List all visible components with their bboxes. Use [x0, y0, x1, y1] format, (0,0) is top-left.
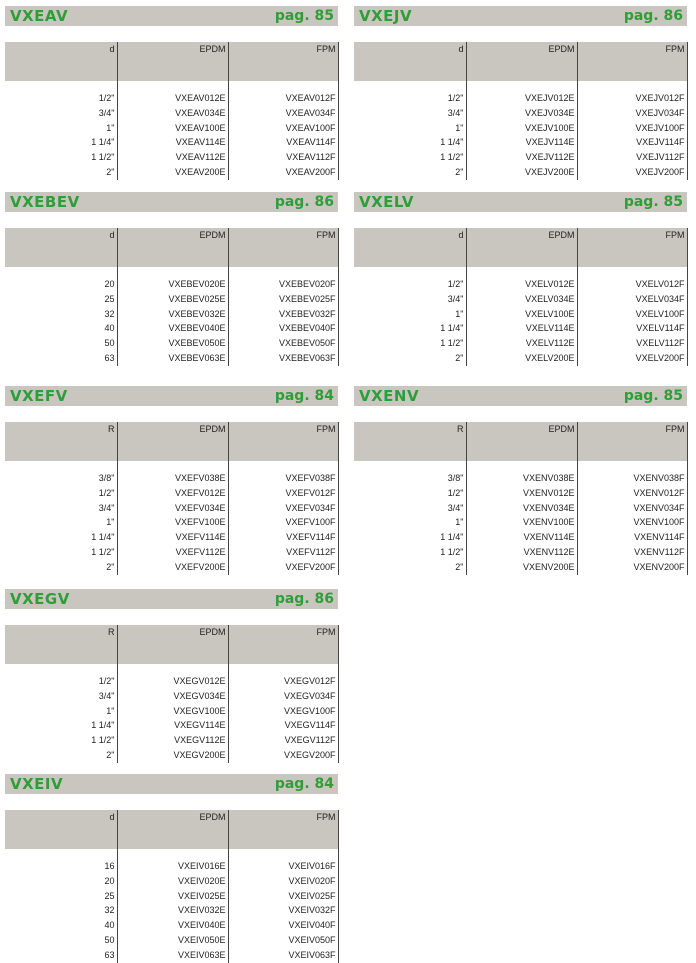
- table-header-row: [5, 625, 338, 664]
- fpm-code-cell: VXEFV112F: [228, 545, 338, 560]
- size-cell: 1": [354, 515, 466, 530]
- col-header-epdm: EPDM: [466, 422, 577, 461]
- table-row: [5, 471, 338, 486]
- spec-table: [5, 422, 339, 575]
- fpm-code-cell: VXEJV200F: [577, 165, 687, 180]
- fpm-code-cell: VXEGV100F: [228, 704, 338, 719]
- col-header-fpm: FPM: [228, 625, 338, 664]
- epdm-code-cell: VXENV114E: [523, 532, 575, 543]
- fpm-code-cell: VXEBEV025F: [228, 292, 338, 307]
- table-row: [5, 135, 338, 150]
- epdm-code-cell: VXEGV100E: [173, 705, 226, 716]
- fpm-code-cell: VXEBEV050F: [228, 336, 338, 351]
- table-row: [5, 733, 338, 748]
- fpm-code-cell: VXEGV112F: [228, 733, 338, 748]
- size-cell: 1/2": [5, 91, 117, 106]
- table-row: [5, 530, 338, 545]
- fpm-code-cell: VXENV112F: [577, 545, 687, 560]
- col-header-size: d: [5, 42, 117, 81]
- size-cell: 1/2": [5, 674, 117, 689]
- epdm-code-cell: VXELV114E: [525, 323, 575, 334]
- size-cell: 3/4": [5, 501, 117, 516]
- size-cell: 25: [5, 292, 117, 307]
- product-code-title: VXELV: [359, 193, 415, 211]
- block-vxebev: [5, 192, 338, 366]
- fpm-code-cell: VXEGV012F: [228, 674, 338, 689]
- epdm-code-cell: VXEAV012E: [175, 93, 226, 103]
- table-row: [5, 704, 338, 719]
- epdm-code-cell: VXEFV034E: [174, 502, 226, 513]
- fpm-code-cell: VXELV034F: [577, 292, 687, 307]
- size-cell: 3/4": [5, 689, 117, 704]
- page-reference: pag. 85: [623, 194, 683, 210]
- fpm-code-cell: VXEGV200F: [228, 748, 338, 763]
- table-row: [5, 889, 338, 904]
- fpm-code-cell: VXEIV032F: [228, 903, 338, 918]
- table-row: [354, 307, 687, 322]
- epdm-code-cell: VXEFV112E: [175, 546, 226, 557]
- size-cell: 1 1/2": [354, 150, 466, 165]
- table-row: [354, 277, 687, 292]
- size-cell: 1 1/4": [5, 135, 117, 150]
- epdm-code-cell: VXENV112E: [523, 546, 575, 557]
- table-header-row: [354, 42, 687, 81]
- table-row: [5, 336, 338, 351]
- size-cell: 1": [5, 121, 117, 136]
- table-header-row: [5, 422, 338, 461]
- block-vxeiv: [5, 774, 338, 963]
- epdm-code-cell: VXEJV100E: [524, 122, 575, 133]
- epdm-code-cell: VXEFV200E: [174, 561, 226, 572]
- fpm-code-cell: VXEJV100F: [577, 121, 687, 136]
- size-cell: 40: [5, 321, 117, 336]
- size-cell: 25: [5, 889, 117, 904]
- table-header-row: [354, 228, 687, 267]
- epdm-code-cell: VXEGV034E: [173, 690, 226, 701]
- fpm-code-cell: VXENV034F: [577, 501, 687, 516]
- size-cell: 3/4": [354, 106, 466, 121]
- block-vxejv: [354, 6, 687, 180]
- epdm-code-cell: VXEBEV020E: [168, 279, 226, 289]
- table-row: [5, 560, 338, 575]
- size-cell: 32: [5, 307, 117, 322]
- col-header-epdm: EPDM: [466, 228, 577, 267]
- col-header-size: d: [354, 228, 466, 267]
- size-cell: 2": [354, 165, 466, 180]
- size-cell: 1 1/2": [5, 150, 117, 165]
- epdm-code-cell: VXELV012E: [525, 279, 575, 289]
- table-row: [5, 307, 338, 322]
- fpm-code-cell: VXEBEV020F: [228, 277, 338, 292]
- epdm-code-cell: VXEGV200E: [173, 749, 226, 760]
- product-code-title: VXEJV: [359, 7, 413, 25]
- table-row: [5, 859, 338, 874]
- fpm-code-cell: VXEFV114F: [228, 530, 338, 545]
- table-row: [354, 321, 687, 336]
- col-header-epdm: EPDM: [117, 422, 228, 461]
- table-row: [354, 165, 687, 180]
- page-reference: pag. 86: [274, 591, 334, 607]
- fpm-code-cell: VXEBEV032F: [228, 307, 338, 322]
- size-cell: 3/4": [354, 292, 466, 307]
- table-row: [5, 674, 338, 689]
- size-cell: 2": [354, 560, 466, 575]
- size-cell: 1/2": [354, 486, 466, 501]
- epdm-code-cell: VXENV200E: [522, 561, 575, 572]
- epdm-code-cell: VXEBEV040E: [168, 323, 226, 334]
- col-header-size: d: [5, 810, 117, 849]
- section-header: [354, 386, 687, 406]
- table-row: [5, 501, 338, 516]
- col-header-epdm: EPDM: [117, 625, 228, 664]
- spec-table: [5, 42, 339, 180]
- table-row: [354, 292, 687, 307]
- fpm-code-cell: VXELV112F: [577, 336, 687, 351]
- table-header-row: [5, 42, 338, 81]
- table-row: [5, 91, 338, 106]
- epdm-code-cell: VXEFV100E: [174, 517, 226, 528]
- epdm-code-cell: VXEIV016E: [177, 861, 226, 871]
- size-cell: 2": [5, 165, 117, 180]
- table-row: [354, 91, 687, 106]
- table-row: [354, 121, 687, 136]
- table-row: [5, 292, 338, 307]
- table-row: [5, 689, 338, 704]
- fpm-code-cell: VXEGV114F: [228, 718, 338, 733]
- epdm-code-cell: VXEIV032E: [177, 905, 226, 916]
- size-cell: 1": [354, 121, 466, 136]
- epdm-code-cell: VXEJV012E: [524, 93, 575, 103]
- epdm-code-cell: VXEJV034E: [524, 107, 575, 118]
- size-cell: 1 1/2": [5, 545, 117, 560]
- fpm-code-cell: VXEAV112F: [228, 150, 338, 165]
- table-row: [354, 135, 687, 150]
- spec-table: [354, 42, 688, 180]
- page-reference: pag. 85: [623, 388, 683, 404]
- fpm-code-cell: VXEJV114F: [577, 135, 687, 150]
- size-cell: 1": [354, 307, 466, 322]
- size-cell: 2": [5, 748, 117, 763]
- fpm-code-cell: VXEIV016F: [228, 859, 338, 874]
- table-row: [5, 948, 338, 963]
- fpm-code-cell: VXENV114F: [577, 530, 687, 545]
- col-header-fpm: FPM: [577, 422, 687, 461]
- size-cell: 3/4": [354, 501, 466, 516]
- table-row: [354, 486, 687, 501]
- epdm-code-cell: VXEAV112E: [175, 152, 226, 163]
- size-cell: 1/2": [354, 277, 466, 292]
- table-row: [5, 903, 338, 918]
- fpm-code-cell: VXEAV114F: [228, 135, 338, 150]
- page-reference: pag. 86: [623, 8, 683, 24]
- size-cell: 3/4": [5, 106, 117, 121]
- table-row: [5, 545, 338, 560]
- col-header-epdm: EPDM: [466, 42, 577, 81]
- fpm-code-cell: VXELV114F: [577, 321, 687, 336]
- section-header: [5, 192, 338, 212]
- block-vxegv: [5, 589, 338, 763]
- table-header-row: [354, 422, 687, 461]
- epdm-code-cell: VXEIV040E: [177, 920, 226, 931]
- fpm-code-cell: VXELV200F: [577, 351, 687, 366]
- table-row: [5, 918, 338, 933]
- epdm-code-cell: VXENV038E: [522, 473, 575, 483]
- spec-table: [354, 228, 688, 366]
- epdm-code-cell: VXEGV012E: [173, 676, 226, 686]
- table-row: [354, 471, 687, 486]
- spec-table: [5, 228, 339, 366]
- col-header-size: R: [354, 422, 466, 461]
- size-cell: 1": [5, 515, 117, 530]
- size-cell: 1 1/2": [5, 733, 117, 748]
- epdm-code-cell: VXEAV100E: [175, 122, 226, 133]
- fpm-code-cell: VXEAV034F: [228, 106, 338, 121]
- size-cell: 50: [5, 933, 117, 948]
- size-cell: 1/2": [354, 91, 466, 106]
- product-code-title: VXEGV: [10, 590, 70, 608]
- epdm-code-cell: VXEJV112E: [525, 152, 575, 163]
- size-cell: 1 1/4": [354, 321, 466, 336]
- table-row: [354, 515, 687, 530]
- table-row: [354, 560, 687, 575]
- table-row: [354, 351, 687, 366]
- fpm-code-cell: VXEFV100F: [228, 515, 338, 530]
- product-code-title: VXEAV: [10, 7, 69, 25]
- block-vxelv: [354, 192, 687, 366]
- epdm-code-cell: VXEAV200E: [175, 166, 226, 177]
- section-header: [5, 386, 338, 406]
- epdm-code-cell: VXEBEV063E: [168, 352, 226, 363]
- epdm-code-cell: VXEIV020E: [177, 875, 226, 886]
- table-row: [354, 106, 687, 121]
- epdm-code-cell: VXENV012E: [522, 487, 575, 498]
- fpm-code-cell: VXEAV012F: [228, 91, 338, 106]
- size-cell: 63: [5, 351, 117, 366]
- col-header-fpm: FPM: [228, 228, 338, 267]
- col-header-fpm: FPM: [228, 422, 338, 461]
- fpm-code-cell: VXEBEV040F: [228, 321, 338, 336]
- size-cell: 1 1/4": [5, 718, 117, 733]
- fpm-code-cell: VXEFV012F: [228, 486, 338, 501]
- section-header: [5, 774, 338, 794]
- epdm-code-cell: VXEIV063E: [177, 949, 226, 960]
- fpm-code-cell: VXEIV040F: [228, 918, 338, 933]
- table-header-row: [5, 228, 338, 267]
- table-row: [5, 150, 338, 165]
- fpm-code-cell: VXEJV112F: [577, 150, 687, 165]
- page-reference: pag. 84: [274, 388, 334, 404]
- fpm-code-cell: VXEJV034F: [577, 106, 687, 121]
- fpm-code-cell: VXEIV063F: [228, 948, 338, 963]
- table-header-row: [5, 810, 338, 849]
- table-row: [354, 530, 687, 545]
- size-cell: 40: [5, 918, 117, 933]
- col-header-epdm: EPDM: [117, 810, 228, 849]
- table-row: [5, 321, 338, 336]
- size-cell: 2": [354, 351, 466, 366]
- block-vxefv: [5, 386, 338, 575]
- table-row: [354, 545, 687, 560]
- fpm-code-cell: VXEIV025F: [228, 889, 338, 904]
- epdm-code-cell: VXEFV012E: [174, 487, 226, 498]
- col-header-size: R: [5, 422, 117, 461]
- size-cell: 1 1/2": [354, 545, 466, 560]
- section-header: [354, 192, 687, 212]
- size-cell: 1/2": [5, 486, 117, 501]
- size-cell: 50: [5, 336, 117, 351]
- epdm-code-cell: VXEGV112E: [174, 735, 226, 746]
- table-row: [5, 277, 338, 292]
- fpm-code-cell: VXENV038F: [577, 471, 687, 486]
- size-cell: 3/8": [5, 471, 117, 486]
- product-code-title: VXENV: [359, 387, 420, 405]
- col-header-size: d: [5, 228, 117, 267]
- epdm-code-cell: VXEFV114E: [175, 532, 226, 543]
- epdm-code-cell: VXELV112E: [525, 338, 575, 349]
- col-header-fpm: FPM: [228, 42, 338, 81]
- fpm-code-cell: VXEBEV063F: [228, 351, 338, 366]
- epdm-code-cell: VXEJV114E: [525, 137, 575, 148]
- epdm-code-cell: VXEFV038E: [174, 473, 226, 483]
- epdm-code-cell: VXEIV050E: [177, 934, 226, 945]
- table-row: [5, 933, 338, 948]
- col-header-size: d: [354, 42, 466, 81]
- fpm-code-cell: VXEAV200F: [228, 165, 338, 180]
- size-cell: 2": [5, 560, 117, 575]
- spec-table: [354, 422, 688, 575]
- fpm-code-cell: VXENV100F: [577, 515, 687, 530]
- size-cell: 1 1/4": [354, 530, 466, 545]
- block-vxeav: [5, 6, 338, 180]
- product-code-title: VXEBEV: [10, 193, 80, 211]
- fpm-code-cell: VXEFV200F: [228, 560, 338, 575]
- size-cell: 63: [5, 948, 117, 963]
- size-cell: 3/8": [354, 471, 466, 486]
- epdm-code-cell: VXELV100E: [525, 308, 575, 319]
- epdm-code-cell: VXELV200E: [525, 352, 575, 363]
- size-cell: 32: [5, 903, 117, 918]
- size-cell: 20: [5, 277, 117, 292]
- col-header-epdm: EPDM: [117, 42, 228, 81]
- epdm-code-cell: VXEAV114E: [175, 137, 226, 148]
- section-header: [5, 6, 338, 26]
- col-header-fpm: FPM: [577, 228, 687, 267]
- page-reference: pag. 86: [274, 194, 334, 210]
- fpm-code-cell: VXEIV020F: [228, 874, 338, 889]
- page-reference: pag. 84: [274, 776, 334, 792]
- fpm-code-cell: VXEFV034F: [228, 501, 338, 516]
- table-row: [5, 515, 338, 530]
- epdm-code-cell: VXEJV200E: [524, 166, 575, 177]
- fpm-code-cell: VXELV012F: [577, 277, 687, 292]
- fpm-code-cell: VXEJV012F: [577, 91, 687, 106]
- table-row: [354, 336, 687, 351]
- col-header-epdm: EPDM: [117, 228, 228, 267]
- col-header-size: R: [5, 625, 117, 664]
- table-row: [5, 351, 338, 366]
- epdm-code-cell: VXEBEV050E: [168, 338, 226, 349]
- size-cell: 1 1/2": [354, 336, 466, 351]
- size-cell: 1 1/4": [354, 135, 466, 150]
- page-reference: pag. 85: [274, 8, 334, 24]
- epdm-code-cell: VXEBEV032E: [168, 308, 226, 319]
- section-header: [5, 589, 338, 609]
- epdm-code-cell: VXENV100E: [522, 517, 575, 528]
- table-row: [5, 486, 338, 501]
- fpm-code-cell: VXEFV038F: [228, 471, 338, 486]
- table-row: [5, 748, 338, 763]
- size-cell: 1": [5, 704, 117, 719]
- epdm-code-cell: VXELV034E: [525, 293, 575, 304]
- table-row: [354, 501, 687, 516]
- table-row: [5, 165, 338, 180]
- size-cell: 16: [5, 859, 117, 874]
- col-header-fpm: FPM: [577, 42, 687, 81]
- fpm-code-cell: VXEGV034F: [228, 689, 338, 704]
- epdm-code-cell: VXEBEV025E: [168, 293, 226, 304]
- fpm-code-cell: VXEIV050F: [228, 933, 338, 948]
- product-code-title: VXEIV: [10, 775, 64, 793]
- size-cell: 1 1/4": [5, 530, 117, 545]
- table-row: [5, 121, 338, 136]
- fpm-code-cell: VXENV012F: [577, 486, 687, 501]
- size-cell: 20: [5, 874, 117, 889]
- product-code-title: VXEFV: [10, 387, 68, 405]
- table-row: [5, 874, 338, 889]
- table-row: [5, 718, 338, 733]
- section-header: [354, 6, 687, 26]
- fpm-code-cell: VXELV100F: [577, 307, 687, 322]
- spec-table: [5, 810, 339, 963]
- col-header-fpm: FPM: [228, 810, 338, 849]
- epdm-code-cell: VXEIV025E: [177, 890, 226, 901]
- spec-table: [5, 625, 339, 763]
- fpm-code-cell: VXENV200F: [577, 560, 687, 575]
- fpm-code-cell: VXEAV100F: [228, 121, 338, 136]
- table-row: [354, 150, 687, 165]
- epdm-code-cell: VXEAV034E: [175, 107, 226, 118]
- block-vxenv: [354, 386, 687, 575]
- epdm-code-cell: VXENV034E: [522, 502, 575, 513]
- epdm-code-cell: VXEGV114E: [174, 720, 226, 731]
- table-row: [5, 106, 338, 121]
